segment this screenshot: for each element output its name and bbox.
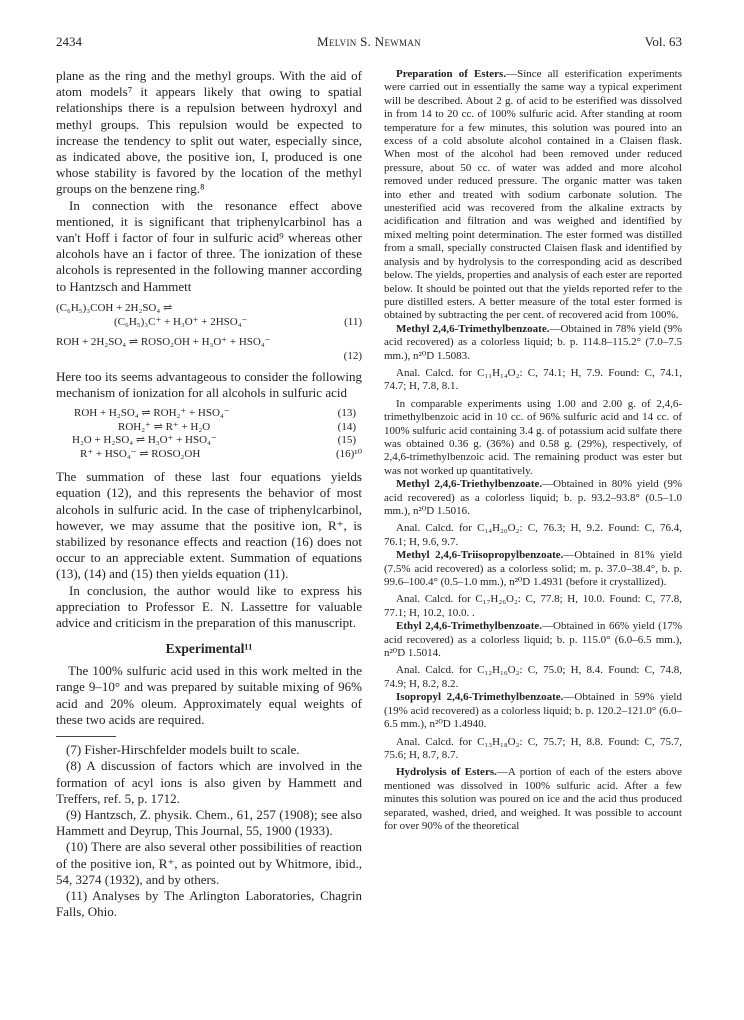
paragraph-text: —Obtained in 59% yield (19% acid recovered) as a colorless liquid; b. p. 120.2–121.0° (6.0–6.5 mm.), n²⁰D 1.4940. bbox=[384, 691, 682, 731]
equation-line: R⁺ + HSO₄⁻ ⇌ ROSO₂OH bbox=[80, 447, 201, 460]
equation-line: (C₆H₅)₃COH + 2H₂SO₄ ⇌ bbox=[56, 301, 173, 314]
equation-12 bbox=[56, 335, 362, 363]
paragraph: The 100% sulfuric acid used in this work melted in the range 9–10° and was prepared by suitable mixing of 96% acid and 20% oleum. Approximately equal weights of these two acids are required. bbox=[56, 663, 362, 727]
paragraph: In connection with the resonance effect above mentioned, it is significant that triphenylcarbinol has a van't Hoff i factor of four in sulfuric acid⁹ whereas other alcohols have an i factor of three. The ionization of these alcohols is represented in the following manner according to Hantzsch and Hammett bbox=[56, 197, 362, 294]
paragraph: In conclusion, the author would like to express his appreciation to Professor E. N. Lassettre for valuable advice and criticism in the preparation of this manuscript. bbox=[56, 582, 362, 631]
page-number: 2434 bbox=[56, 34, 82, 49]
equation-line: (C₆H₅)₃C⁺ + H₃O⁺ + 2HSO₄⁻ bbox=[114, 315, 248, 328]
left-column bbox=[56, 68, 362, 920]
run-in-heading: Ethyl 2,4,6-Trimethylbenzoate. bbox=[396, 620, 543, 633]
paragraph bbox=[384, 478, 682, 518]
equation-number: (13) bbox=[337, 407, 356, 420]
right-column bbox=[384, 68, 682, 833]
equation-number: (15) bbox=[337, 434, 356, 447]
equation-number: (16)¹⁰ bbox=[335, 447, 362, 460]
paragraph bbox=[384, 620, 682, 660]
analysis-line: Anal. Calcd. for C₁₃H₁₈O₂: C, 75.7; H, 8.8. Found: C, 75.7, 75.6; H, 8.7, 8.7. bbox=[384, 735, 682, 761]
analysis-line: Anal. Calcd. for C₁₄H₂₀O₂: C, 76.3; H, 9.2. Found: C, 76.4, 76.1; H, 9.6, 9.7. bbox=[384, 522, 682, 548]
paragraph bbox=[384, 766, 682, 833]
equation-line: H₂O + H₂SO₄ ⇌ H₃O⁺ + HSO₄⁻ bbox=[72, 434, 217, 447]
running-author: Melvin S. Newman bbox=[317, 34, 421, 49]
section-heading: Experimental¹¹ bbox=[165, 641, 253, 657]
paragraph-text: —A portion of each of the esters above mentioned was dissolved in 100% sulfuric acid. After a few minutes this solution was poured on ice and the acid thus produced separated, washed, dried, and weighed. It was possible to account for over 90% of the theoretical bbox=[384, 766, 682, 832]
paragraph bbox=[384, 68, 682, 323]
running-header bbox=[56, 34, 682, 52]
paragraph-text: —Obtained in 66% yield (17% acid recovered) as a colorless liquid; b. p. 115.0° (6.0–6.5 mm.), n²⁰D 1.5014. bbox=[384, 620, 682, 660]
equation-line: ROH + 2H₂SO₄ ⇌ ROSO₂OH + H₃O⁺ + HSO₄⁻ bbox=[56, 335, 271, 348]
footnote: (8) A discussion of factors which are involved in the formation of acyl ions is also given by Hammett and Treffers, ref. 5, p. 1712. bbox=[56, 758, 362, 806]
footnote: (10) There are also several other possibilities of reaction of the positive ion, R⁺, as pointed out by Whitmore, ibid., 54, 3274 (1932), and by others. bbox=[56, 839, 362, 887]
paragraph: The summation of these last four equations yields equation (12), and this represents the behavior of most alcohols in sulfuric acid. In the case of triphenylcarbinol, however, we may assume that the positive ion, R⁺, is stabilized by resonance effects and reaction (16) does not occur to an appreciable extent. Summation of equations (13), (14) and (15) then yields equation (11). bbox=[56, 469, 362, 582]
equation-number: (11) bbox=[344, 315, 362, 328]
volume-label: Vol. 63 bbox=[644, 34, 682, 49]
run-in-heading: Isopropyl 2,4,6-Trimethylbenzoate. bbox=[396, 691, 564, 704]
run-in-heading: Methyl 2,4,6-Trimethylbenzoate. bbox=[396, 322, 550, 335]
paragraph-text: —Obtained in 80% yield (9% acid recovered) as a colorless liquid; b. p. 93.2–93.8° (0.5–1.0 mm.), n²⁰D 1.5016. bbox=[384, 478, 682, 517]
equation-11 bbox=[56, 301, 362, 329]
equation-line: ROH + H₂SO₄ ⇌ ROH₂⁺ + HSO₄⁻ bbox=[74, 407, 230, 420]
analysis-line: Anal. Calcd. for C₁₂H₁₆O₂: C, 75.0; H, 8.4. Found: C, 74.8, 74.9; H, 8.2, 8.2. bbox=[384, 664, 682, 690]
paragraph: plane as the ring and the methyl groups. With the aid of atom models⁷ it appears likely that owing to spatial relationships there is a repulsion between hydroxyl and methyl groups. This repulsion would be expected to increase the tendency to split out water, especially since, as indicated above, the positive ion, I, produced is one whose stability is favored by the location of the methyl groups on the benzene ring.⁸ bbox=[56, 68, 362, 197]
run-in-heading: Methyl 2,4,6-Triisopropylbenzoate. bbox=[396, 549, 564, 562]
equation-number: (14) bbox=[337, 420, 356, 433]
paragraph: In comparable experiments using 1.00 and 2.00 g. of 2,4,6-trimethylbenzoic acid in 10 cc. of 96% sulfuric acid and 14 cc. of 100% sulfuric acid containing 3.4 g. of potassium acid sulfate there was obtained 0.36 g. (36%) and 0.58 g. (29%), respectively, of 2,4,6-trimethylbenzoic acid. The remaining product was ester but was not worked up quantitatively. bbox=[384, 397, 682, 477]
paragraph bbox=[384, 691, 682, 731]
run-in-heading: Hydrolysis of Esters. bbox=[396, 766, 497, 779]
footnote-rule bbox=[56, 736, 116, 737]
equation-block bbox=[56, 407, 362, 461]
footnote: (11) Analyses by The Arlington Laboratories, Chagrin Falls, Ohio. bbox=[56, 887, 362, 920]
analysis-line: Anal. Calcd. for C₁₇H₂₆O₂: C, 77.8; H, 10.0. Found: C, 77.8, 77.1; H, 10.2, 10.0. . bbox=[384, 593, 682, 619]
run-in-heading: Preparation of Esters. bbox=[396, 68, 507, 80]
paragraph-text: —Obtained in 81% yield (7.5% acid recovered) as a colorless solid; m. p. 37.0–38.4°, b. p. 99.6–100.4° (0.5–1.0 mm.), n²⁰D 1.4931 (before it crystallized). bbox=[384, 549, 682, 589]
paragraph-text: —Obtained in 78% yield (9% acid recovered) as a colorless liquid; b. p. 114.8–115.2° (7.0–7.5 mm.), n²⁰D 1.5083. bbox=[384, 322, 682, 362]
paragraph: Here too its seems advantageous to consider the following mechanism of ionization for all alcohols in sulfuric acid bbox=[56, 368, 362, 401]
equation-line: ROH₂⁺ ⇌ R⁺ + H₂O bbox=[118, 420, 211, 433]
paragraph bbox=[384, 549, 682, 589]
footnote: (9) Hantzsch, Z. physik. Chem., 61, 257 (1908); see also Hammett and Deyrup, This Journal, 55, 1900 (1933). bbox=[56, 806, 362, 839]
equation-number: (12) bbox=[343, 349, 362, 362]
paragraph bbox=[384, 323, 682, 363]
run-in-heading: Methyl 2,4,6-Triethylbenzoate. bbox=[396, 478, 543, 491]
footnote: (7) Fisher-Hirschfelder models built to scale. bbox=[66, 742, 300, 758]
paragraph-text: —Since all esterification experiments were carried out in essentially the same way a typical experiment will be described. About 2 g. of acid to be esterified was dissolved in from 14 to 20 cc. of 100% sulfuric acid. After standing at room temperature for a few minutes, this solution was poured into an excess of a cold absolute alcohol contained in a Claisen flask. When most of the alcohol had been removed under reduced pressure, about 50 cc. of water was added and more alcohol removed under reduced pressure. The organic matter was taken into ether and treated with sodium carbonate solution. The unesterified acid was recovered from the alkaline extracts by acidification and filtration and was weighed and identified by mixed melting point determination. The ester formed was distilled from a small, specially constructed Claisen flask and identified by analysis and by hydrolysis to the corresponding acid as described below. The yields, properties and analysis of each ester are reported below. It should be pointed out that the yields reported refer to the pure distilled esters. A better measure of the total ester formed is obtained by subtracting the per cent. of recovered acid from 100%. bbox=[384, 68, 682, 322]
analysis-line: Anal. Calcd. for C₁₁H₁₄O₂: C, 74.1; H, 7.9. Found: C, 74.1, 74.7; H, 7.8, 8.1. bbox=[384, 366, 682, 393]
